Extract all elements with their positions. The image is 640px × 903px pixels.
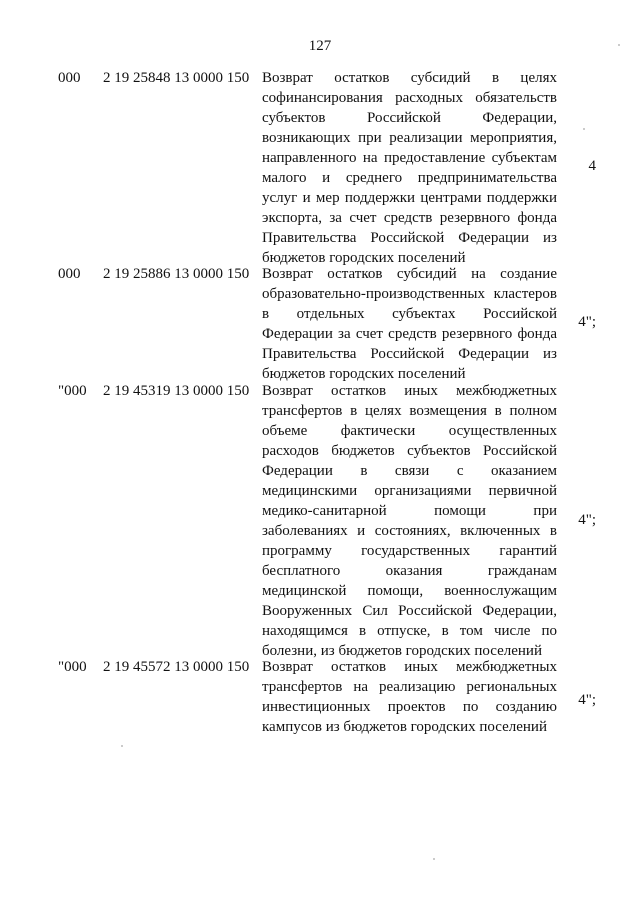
description-line: программу государственных гарантий — [262, 543, 557, 559]
description-line: бюджетов городских поселений — [262, 366, 466, 382]
row-amount: 4 — [588, 158, 596, 174]
description-line: направленного на предоставление субъектам — [262, 150, 557, 166]
page-number: 127 — [308, 38, 332, 54]
description-line: экспорта, за счет средств резервного фонда — [262, 210, 557, 226]
description-line: медицинской помощи, военнослужащим — [262, 583, 557, 599]
scan-speck — [433, 858, 435, 860]
description-line: Возврат остатков субсидий на создание — [262, 266, 557, 282]
row-description — [262, 264, 557, 384]
row-amount: 4"; — [578, 512, 596, 528]
scan-speck — [583, 128, 585, 130]
description-line: медицинскими организациями первичной — [262, 483, 557, 499]
admin-code: "000 — [58, 383, 87, 399]
description-line: бесплатного оказания гражданам — [262, 563, 557, 579]
admin-code: 000 — [58, 266, 81, 282]
description-line: бюджетов городских поселений — [262, 250, 466, 266]
budget-classification-code: 2 19 45572 13 0000 150 — [103, 659, 250, 675]
description-line: расходов бюджетов субъектов Российской — [262, 443, 557, 459]
description-line: софинансирования расходных обязательств — [262, 90, 557, 106]
description-line: Правительства Российской Федерации из — [262, 230, 557, 246]
budget-classification-code: 2 19 25848 13 0000 150 — [103, 70, 250, 86]
description-line: Возврат остатков иных межбюджетных — [262, 383, 557, 399]
description-line: Федерации за счет средств резервного фонда — [262, 326, 557, 342]
description-line: объеме фактически осуществленных — [262, 423, 557, 439]
row-description — [262, 381, 557, 661]
description-line: медико-санитарной помощи при — [262, 503, 557, 519]
description-line: инвестиционных проектов по созданию — [262, 699, 557, 715]
description-line: возникающих при реализации мероприятия, — [262, 130, 557, 146]
description-line: Возврат остатков иных межбюджетных — [262, 659, 557, 675]
description-line: трансфертов в целях возмещения в полном — [262, 403, 557, 419]
admin-code: 000 — [58, 70, 81, 86]
description-line: Вооруженных Сил Российской Федерации, — [262, 603, 557, 619]
scan-speck — [121, 745, 123, 747]
description-line: Возврат остатков субсидий в целях — [262, 70, 557, 86]
budget-classification-code: 2 19 25886 13 0000 150 — [103, 266, 250, 282]
description-line: Правительства Российской Федерации из — [262, 346, 557, 362]
description-line: находящимся в отпуске, в том числе по — [262, 623, 557, 639]
description-line: субъектов Российской Федерации, — [262, 110, 557, 126]
description-line: услуг и мер поддержки центрами поддержки — [262, 190, 557, 206]
row-description — [262, 657, 557, 737]
admin-code: "000 — [58, 659, 87, 675]
description-line: болезни, из бюджетов городских поселений — [262, 643, 542, 659]
description-line: Федерации в связи с оказанием — [262, 463, 557, 479]
description-line: в отдельных субъектах Российской — [262, 306, 557, 322]
row-amount: 4"; — [578, 692, 596, 708]
description-line: кампусов из бюджетов городских поселений — [262, 719, 547, 735]
row-description — [262, 68, 557, 268]
description-line: заболеваниях и состояниях, включенных в — [262, 523, 557, 539]
budget-classification-code: 2 19 45319 13 0000 150 — [103, 383, 250, 399]
description-line: образовательно-производственных кластеров — [262, 286, 557, 302]
row-amount: 4"; — [578, 314, 596, 330]
scan-speck — [618, 44, 620, 46]
description-line: трансфертов на реализацию региональных — [262, 679, 557, 695]
description-line: малого и среднего предпринимательства — [262, 170, 557, 186]
